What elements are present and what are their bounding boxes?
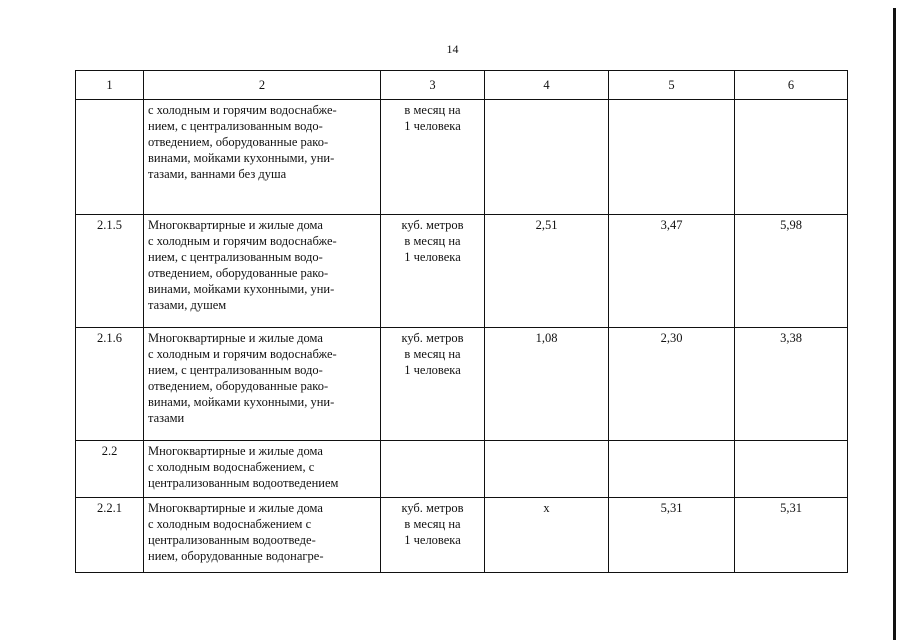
value-cell-col4: 1,08 (485, 328, 609, 441)
unit-cell (381, 498, 485, 573)
unit-line: в месяц на (404, 103, 461, 117)
value-cell-col6: 5,31 (735, 498, 848, 573)
value-cell-col5: 2,30 (609, 328, 735, 441)
row-number-cell: 2.2 (76, 441, 144, 498)
data-table (75, 70, 848, 573)
unit-cell (381, 100, 485, 215)
description-cell (144, 498, 381, 573)
unit-line: в месяц на (404, 347, 461, 361)
description-line: отведением, оборудованные рако- (148, 266, 329, 280)
value-cell-col5: 3,47 (609, 215, 735, 328)
scan-edge-line (893, 8, 896, 640)
description-line: винами, мойками кухонными, уни- (148, 151, 335, 165)
table-row (76, 498, 848, 573)
unit-line: в месяц на (404, 234, 461, 248)
row-number-cell: 2.1.6 (76, 328, 144, 441)
value-cell-col4: х (485, 498, 609, 573)
description-line: нием, с централизованным водо- (148, 119, 323, 133)
table-header-row (76, 71, 848, 100)
value-cell-col4 (485, 100, 609, 215)
description-cell (144, 215, 381, 328)
header-cell: 2 (144, 71, 381, 100)
description-line: винами, мойками кухонными, уни- (148, 282, 335, 296)
description-line: Многоквартирные и жилые дома (148, 444, 323, 458)
page-number: 14 (446, 42, 459, 56)
unit-line: 1 человека (404, 250, 461, 264)
description-line: Многоквартирные и жилые дома (148, 218, 323, 232)
description-line: Многоквартирные и жилые дома (148, 501, 323, 515)
unit-cell (381, 328, 485, 441)
description-line: тазами, ваннами без душа (148, 167, 287, 181)
description-line: с холодным и горячим водоснабже- (148, 234, 337, 248)
header-cell: 1 (76, 71, 144, 100)
description-cell (144, 441, 381, 498)
table-row (76, 100, 848, 215)
table-row (76, 215, 848, 328)
value-cell-col6 (735, 441, 848, 498)
description-line: с холодным водоснабжением с (148, 517, 312, 531)
description-line: тазами (148, 411, 185, 425)
value-cell-col5: 5,31 (609, 498, 735, 573)
header-cell: 6 (735, 71, 848, 100)
row-number-cell: 2.2.1 (76, 498, 144, 573)
header-cell: 5 (609, 71, 735, 100)
table-row (76, 328, 848, 441)
unit-line: куб. метров (401, 501, 464, 515)
unit-line: 1 человека (404, 119, 461, 133)
description-line: нием, оборудованные водонагре- (148, 549, 324, 563)
description-line: нием, с централизованным водо- (148, 363, 323, 377)
value-cell-col5 (609, 441, 735, 498)
description-line: отведением, оборудованные рако- (148, 135, 329, 149)
value-cell-col6: 5,98 (735, 215, 848, 328)
unit-cell (381, 441, 485, 498)
description-line: Многоквартирные и жилые дома (148, 331, 323, 345)
description-line: нием, с централизованным водо- (148, 250, 323, 264)
description-line: с холодным водоснабжением, с (148, 460, 315, 474)
value-cell-col4 (485, 441, 609, 498)
header-cell: 3 (381, 71, 485, 100)
row-number-cell: 2.1.5 (76, 215, 144, 328)
value-cell-col4: 2,51 (485, 215, 609, 328)
description-line: тазами, душем (148, 298, 227, 312)
description-cell (144, 328, 381, 441)
description-line: централизованным водоотведе- (148, 533, 316, 547)
unit-cell (381, 215, 485, 328)
unit-line: 1 человека (404, 363, 461, 377)
unit-line: куб. метров (401, 218, 464, 232)
description-line: централизованным водоотведением (148, 476, 339, 490)
description-line: с холодным и горячим водоснабже- (148, 347, 337, 361)
description-line: с холодным и горячим водоснабже- (148, 103, 337, 117)
description-cell (144, 100, 381, 215)
unit-line: 1 человека (404, 533, 461, 547)
description-line: винами, мойками кухонными, уни- (148, 395, 335, 409)
value-cell-col6: 3,38 (735, 328, 848, 441)
value-cell-col5 (609, 100, 735, 215)
row-number-cell (76, 100, 144, 215)
unit-line: в месяц на (404, 517, 461, 531)
description-line: отведением, оборудованные рако- (148, 379, 329, 393)
table-row (76, 441, 848, 498)
header-cell: 4 (485, 71, 609, 100)
unit-line: куб. метров (401, 331, 464, 345)
value-cell-col6 (735, 100, 848, 215)
